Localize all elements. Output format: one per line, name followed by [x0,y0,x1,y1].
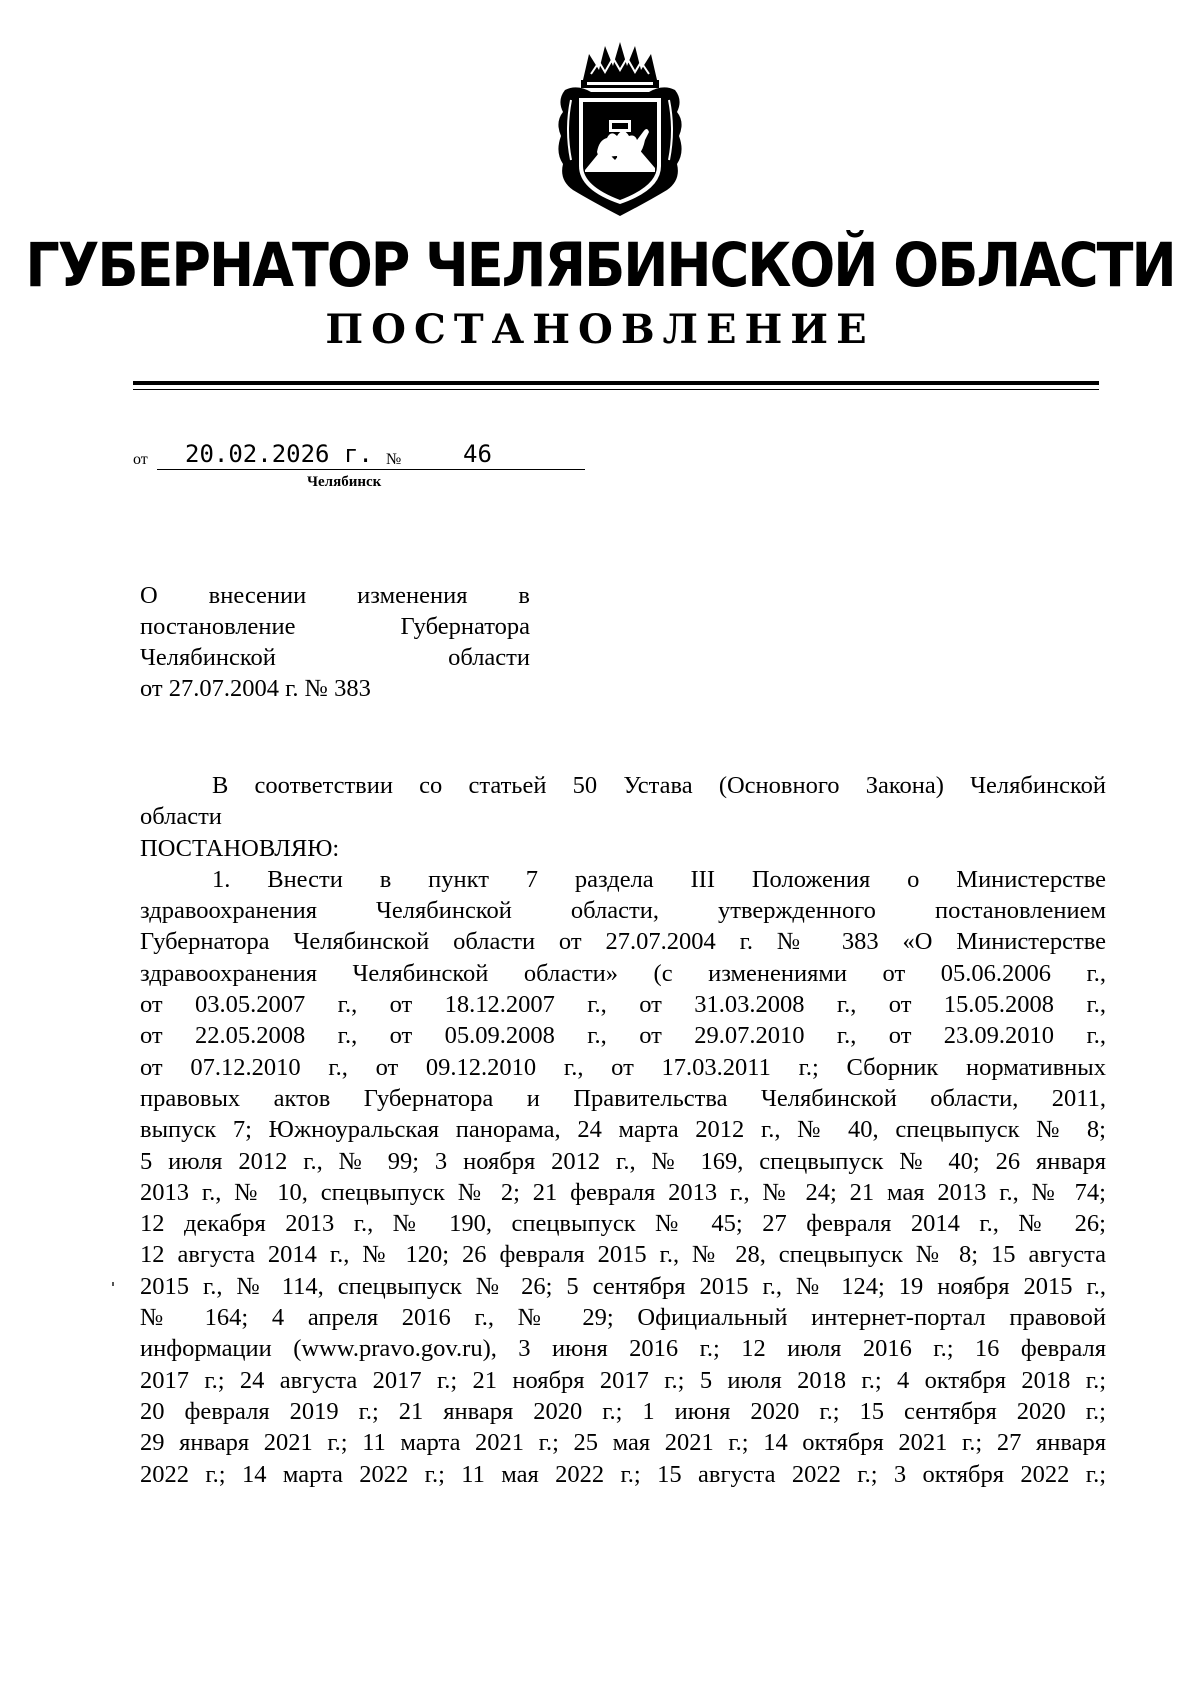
issuing-authority-title: ГУБЕРНАТОР ЧЕЛЯБИНСКОЙ ОБЛАСТИ [25,230,1175,301]
body-line: Губернатора Челябинской области от 27.07.2004 г. № 383 «О Министерстве [140,928,1106,956]
body-line: правовых актов Губернатора и Правительства Челябинской области, 2011, [140,1084,1106,1112]
document-date: 20.02.2026 г. [185,440,373,468]
document-number: 46 [463,440,492,468]
subject-line: постановление Губернатора [140,613,530,640]
scan-speck [112,1282,114,1286]
body-line: 2015 г., № 114, спецвыпуск № 26; 5 сентября 2015 г., № 124; 19 ноября 2015 г., [140,1272,1106,1300]
body-line: выпуск 7; Южноуральская панорама, 24 марта 2012 г., № 40, спецвыпуск № 8; [140,1116,1106,1144]
number-label: № [386,451,402,468]
date-label: от [133,451,148,468]
coat-of-arms-emblem [553,40,687,220]
body-line: 20 февраля 2019 г.; 21 января 2020 г.; 1 июня 2020 г.; 15 сентября 2020 г.; [140,1397,1106,1425]
body-line: от 03.05.2007 г., от 18.12.2007 г., от 31.03.2008 г., от 15.05.2008 г., [140,991,1106,1019]
header-divider-thick [133,381,1099,385]
body-line: 12 августа 2014 г., № 120; 26 февраля 2015 г., № 28, спецвыпуск № 8; 15 августа [140,1241,1106,1269]
body-line: 2017 г.; 24 августа 2017 г.; 21 ноября 2017 г.; 5 июля 2018 г.; 4 октября 2018 г.; [140,1366,1106,1394]
body-line: № 164; 4 апреля 2016 г., № 29; Официальный интернет-портал правовой [140,1304,1106,1332]
body-line: 5 июля 2012 г., № 99; 3 ноября 2012 г., № 169, спецвыпуск № 40; 26 января [140,1147,1106,1175]
body-line: 12 декабря 2013 г., № 190, спецвыпуск № 45; 27 февраля 2014 г., № 26; [140,1210,1106,1238]
number-underline [415,469,585,470]
subject-line: Челябинской области [140,644,530,671]
subject-line: от 27.07.2004 г. № 383 [140,675,371,702]
document-subject [140,580,530,704]
body-line: от 07.12.2010 г., от 09.12.2010 г., от 17.03.2011 г.; Сборник нормативных [140,1053,1106,1081]
body-line: 1. Внести в пункт 7 раздела III Положения о Министерстве [212,865,1106,893]
body-line: 29 января 2021 г.; 11 марта 2021 г.; 25 мая 2021 г.; 14 октября 2021 г.; 27 января [140,1429,1106,1457]
body-line: от 22.05.2008 г., от 05.09.2008 г., от 29.07.2010 г., от 23.09.2010 г., [140,1022,1106,1050]
document-type-title: ПОСТАНОВЛЕНИЕ [325,306,875,353]
body-line: 2022 г.; 14 марта 2022 г.; 11 мая 2022 г.; 15 августа 2022 г.; 3 октября 2022 г.; [140,1460,1106,1488]
body-line: области [140,803,222,831]
body-line: 2013 г., № 10, спецвыпуск № 2; 21 февраля 2013 г., № 24; 21 мая 2013 г., № 74; [140,1178,1106,1206]
document-details [133,440,593,470]
issuing-city: Челябинск [307,474,382,490]
body-line: информации (www.pravo.gov.ru), 3 июня 2016 г.; 12 июля 2016 г.; 16 февраля [140,1335,1106,1363]
body-line: В соответствии со статьей 50 Устава (Основного Закона) Челябинской [212,772,1106,799]
crowned-shield-camel-icon [553,40,687,220]
date-underline [157,469,415,470]
header-divider-thin [133,389,1099,390]
subject-line: О внесении изменения в [140,582,530,609]
document-body [140,770,1106,1490]
decree-keyword: ПОСТАНОВЛЯЮ: [140,834,340,862]
body-line: здравоохранения Челябинской области» (с изменениями от 05.06.2006 г., [140,959,1106,987]
body-line: здравоохранения Челябинской области, утвержденного постановлением [140,897,1106,925]
